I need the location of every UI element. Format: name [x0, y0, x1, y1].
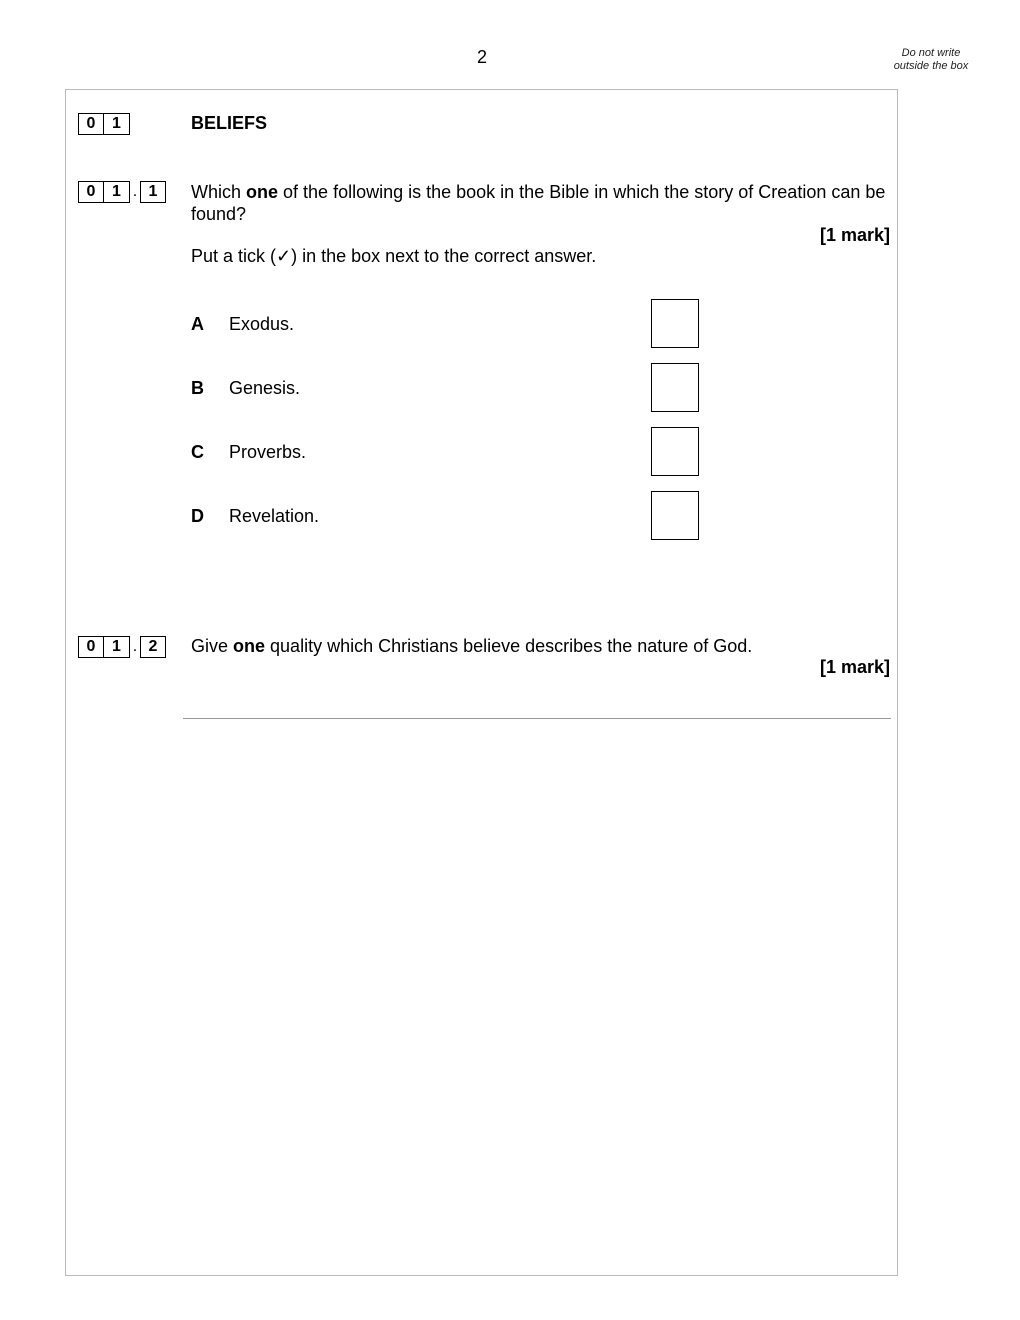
- question-text-part: quality which Christians believe describes the nature of God.: [265, 636, 753, 656]
- option-letter-d: D: [191, 506, 204, 526]
- marks-label-01-1: [1 mark]: [819, 225, 890, 245]
- question-text-01-2: [191, 635, 891, 657]
- question-number-01-2: [78, 636, 166, 658]
- question-number-digit: 2: [140, 636, 166, 658]
- option-letter-a: A: [191, 314, 204, 334]
- question-text-part: Give: [191, 636, 234, 656]
- question-number-digit: 0: [78, 636, 104, 658]
- option-letter-b: B: [191, 378, 204, 398]
- question-number-digit: 0: [78, 181, 104, 203]
- tick-instruction: Put a tick (✓) in the box next to the correct answer.: [191, 246, 597, 266]
- question-number-digit: 1: [140, 181, 166, 203]
- question-number-digit: 1: [104, 181, 130, 203]
- option-text-b: Genesis.: [229, 378, 301, 398]
- section-number-digit: 1: [104, 113, 130, 135]
- section-number: [78, 113, 130, 135]
- question-number-dot: .: [132, 638, 138, 655]
- question-number-dot: .: [132, 183, 138, 200]
- section-title: BELIEFS: [191, 113, 268, 133]
- question-text-01-1: [191, 181, 891, 225]
- option-tickbox-b[interactable]: [651, 363, 699, 412]
- option-tickbox-a[interactable]: [651, 299, 699, 348]
- answer-area-border: [65, 89, 898, 1276]
- question-number-digit: 1: [104, 636, 130, 658]
- option-tickbox-d[interactable]: [651, 491, 699, 540]
- question-text-part: Which: [191, 182, 247, 202]
- option-tickbox-c[interactable]: [651, 427, 699, 476]
- question-text-part: of the following is the book in the Bible in which the story of Creation can be found?: [191, 182, 886, 224]
- option-text-d: Revelation.: [229, 506, 320, 526]
- page-number: 2: [476, 47, 487, 67]
- section-number-digit: 0: [78, 113, 104, 135]
- margin-note: Do not write outside the box: [893, 47, 969, 72]
- option-text-a: Exodus.: [229, 314, 295, 334]
- question-number-01-1: [78, 181, 166, 203]
- option-letter-c: C: [191, 442, 204, 462]
- answer-line[interactable]: [183, 718, 891, 719]
- question-text-emphasis: one: [233, 636, 266, 656]
- marks-label-01-2: [1 mark]: [819, 657, 890, 677]
- question-text-emphasis: one: [246, 182, 279, 202]
- option-text-c: Proverbs.: [229, 442, 307, 462]
